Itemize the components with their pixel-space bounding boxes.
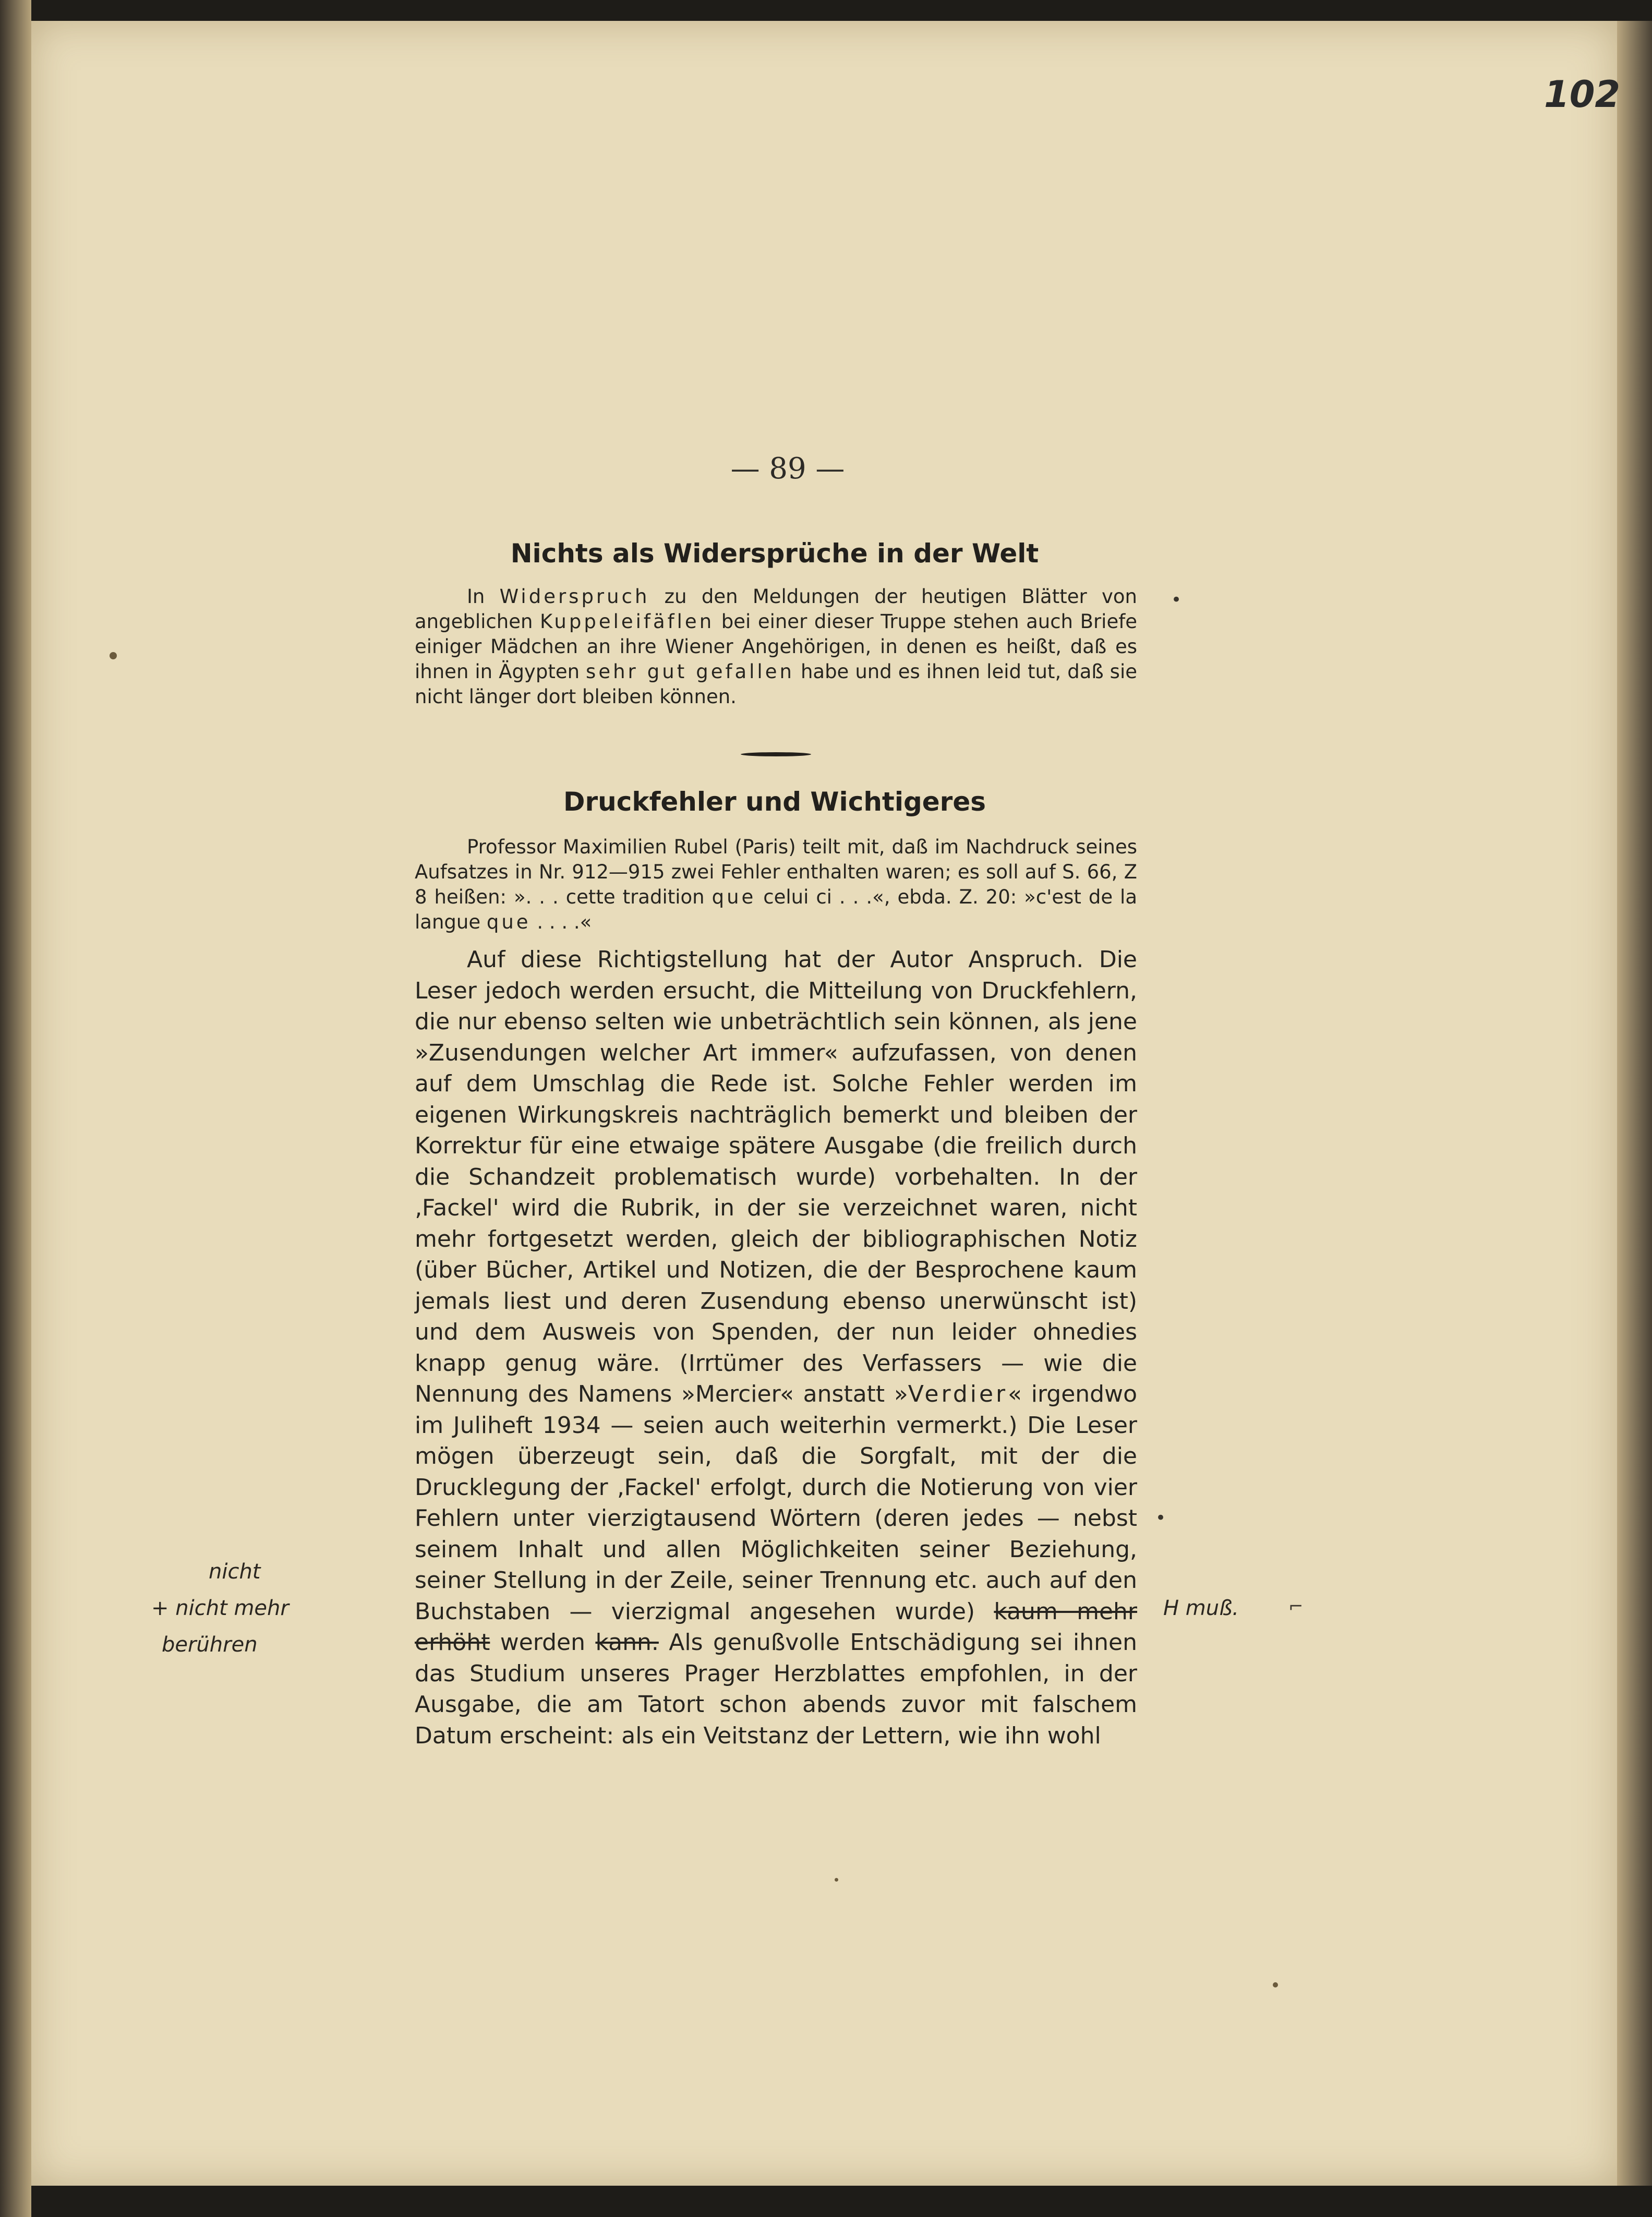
- margin-mark: •: [1155, 1508, 1166, 1528]
- margin-note-right: H muß.: [1163, 1596, 1239, 1620]
- struck-text: kann.: [595, 1629, 659, 1656]
- paper-speck: [835, 1878, 838, 1882]
- margin-note-left: nicht: [209, 1560, 261, 1584]
- page-number: — 89 —: [730, 452, 845, 486]
- text-run: werden: [490, 1629, 596, 1656]
- section-title-contradictions: Nichts als Widersprüche in der Welt: [510, 538, 1039, 569]
- text-run: bei einer dieser Truppe stehen auch Briefe einiger Mädchen an ihre Wiener Angehörigen, in denen es heißt, daß es ihnen in Ägypten: [415, 610, 1138, 683]
- spaced-word: Kuppeleifäflen: [540, 610, 715, 633]
- text-run: Auf diese Richtigstellung hat der Autor Anspruch. Die Leser jedoch werden ersucht, die Mitteilung von Druckfehlern, die nur ebenso selten wie unbeträchtlich sein können, als jene »Zusendungen welcher Art immer« aufzufassen, von denen auf dem Umschlag die Rede ist. Solche Fehler werden im eigenen Wirkungskreis nachträglich bemerkt und bleiben der Korrektur für eine etwaige spätere Ausgabe (die freilich durch die Schandzeit problematisch wurde) vorbehalten. In der ‚Fackel' wird die Rubrik, in der sie verzeichnet waren, nicht mehr fortgesetzt werden, gleich der bibliographischen Notiz (über Bücher, Artikel und Notizen, die der Besprochene kaum jemals liest und deren Zusendung ebenso unerwünscht ist) und dem Ausweis von Spenden, der nun leider ohnedies knapp genug wäre. (Irrtümer des Verfassers — wie die Nennung des Namens »Mercier« anstatt »: [415, 946, 1137, 1407]
- struck-text: kaum mehr erhöht: [415, 1598, 1138, 1656]
- text-run: « irgendwo im Juliheft 1934 — seien auch weiterhin vermerkt.) Die Leser mögen überzeugt sein, daß die Sorgfalt, mit der die Drucklegung der ‚Fackel' erfolgt, durch die Notierung von vier Fehlern unter vierzigtausend Wörtern (deren jedes — nebst seinem Inhalt und allen Möglichkeiten seiner Beziehung, seiner Stellung in der Zeile, seiner Trennung etc. auch auf den Buchstaben — vierzigmal angesehen wurde): [415, 1381, 1137, 1625]
- section-divider: [741, 752, 811, 756]
- paragraph-main-body: [415, 944, 1137, 1751]
- spaced-word: Verdier: [908, 1381, 1008, 1407]
- paragraph-rubel-note: [415, 835, 1137, 935]
- text-run: Professor Maximilien Rubel (Paris) teilt mit, daß im Nachdruck seines Aufsatzes in Nr. 912—915 zwei Fehler enthalten waren; es soll auf S. 66, Z 8 heißen: ». . . cette tradition: [415, 836, 1137, 908]
- text-run: . . . .«: [530, 911, 592, 933]
- text-run: In: [467, 585, 500, 608]
- text-run: habe und es ihnen leid tut, daß sie nicht länger dort bleiben können.: [415, 660, 1137, 708]
- margin-note-left: + nicht mehr: [151, 1596, 289, 1620]
- section-title-misprints: Druckfehler und Wichtigeres: [563, 787, 986, 817]
- folio-number: 102: [1544, 73, 1621, 116]
- margin-note-left: berühren: [162, 1633, 258, 1657]
- text-run: zu den Meldungen der heutigen Blätter von angeblichen: [415, 585, 1137, 633]
- text-run: celui ci . . .«, ebda. Z. 20: »c'est de la langue: [415, 886, 1138, 933]
- spaced-word: Widerspruch: [499, 585, 650, 608]
- paper-speck: [1273, 1982, 1278, 1987]
- paper-speck: [110, 652, 117, 659]
- text-run: Als genußvolle Entschädigung sei ihnen das Studium unseres Prager Herzblattes empfohlen, in der Ausgabe, die am Tatort schon abends zuvor mit falschem Datum erscheint: als ein Veitstanz der Lettern, wie ihn wohl: [415, 1629, 1138, 1749]
- spaced-word: sehr gut gefallen: [586, 660, 794, 683]
- margin-mark: •: [1171, 589, 1182, 610]
- spaced-word: que: [712, 886, 756, 908]
- page-edge: [1617, 21, 1652, 2186]
- margin-mark: ⌐: [1288, 1596, 1304, 1617]
- spaced-word: que: [486, 911, 531, 933]
- paragraph-contradictions: [415, 584, 1137, 709]
- book-spine: [0, 0, 31, 2217]
